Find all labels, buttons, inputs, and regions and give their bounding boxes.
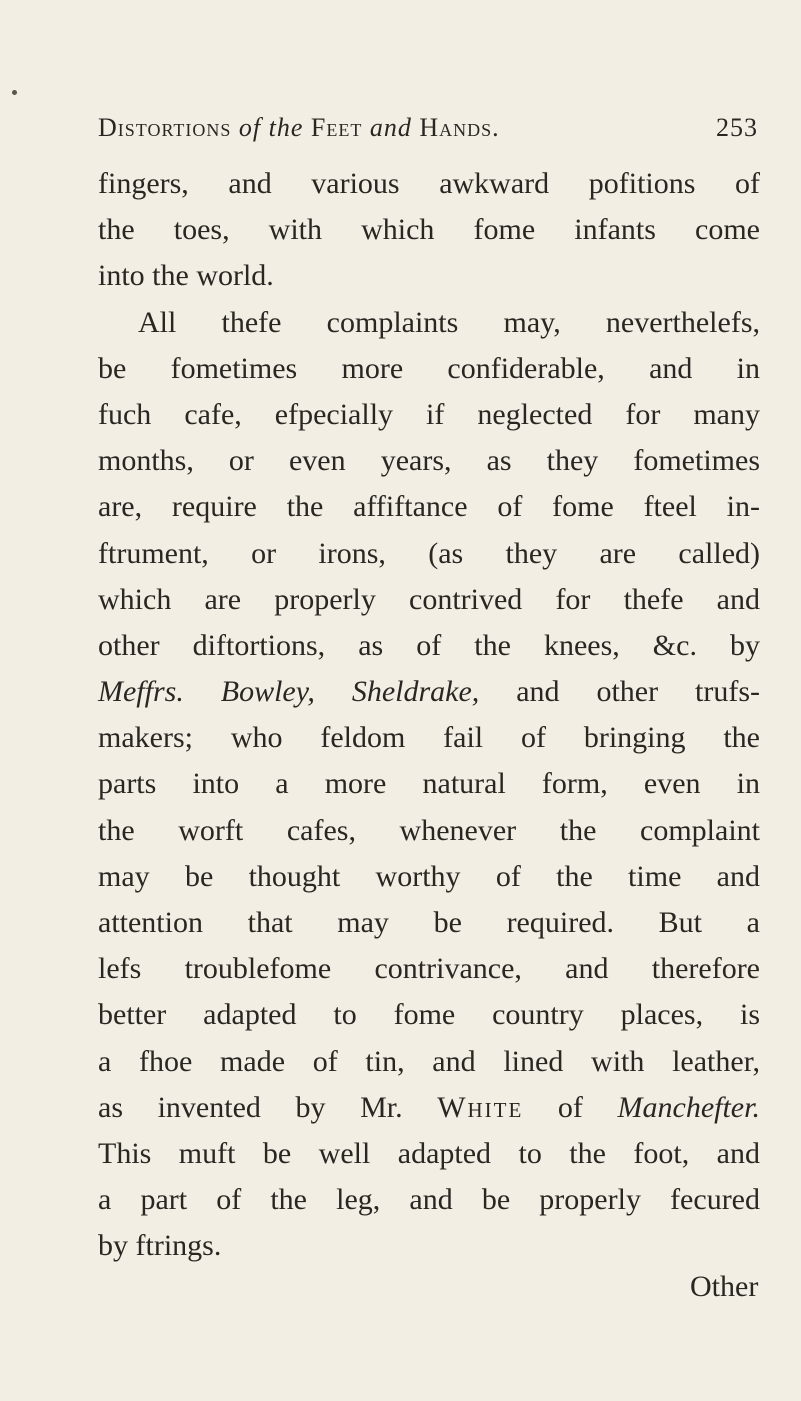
text-line: better adapted to fome country places, is: [98, 998, 760, 1032]
body-text: [98, 161, 760, 1270]
header-word-of: of: [238, 113, 262, 142]
running-head: [98, 113, 758, 153]
text-line: may be thought worthy of the time and: [98, 859, 760, 893]
text-line: the toes, with which fome infants come: [98, 213, 760, 247]
text-line: fingers, and various awkward pofitions of: [98, 167, 760, 200]
text-line: makers; who feldom fail of bringing the: [98, 721, 760, 755]
text-line: other diftortions, as of the knees, &c. by: [98, 628, 760, 662]
text-line: a part of the leg, and be properly fecured: [98, 1183, 760, 1217]
page-number: 253: [716, 113, 758, 142]
text-line: be fometimes more confiderable, and in: [98, 351, 760, 385]
text-line: by ftrings.: [98, 1229, 222, 1263]
text-line: lefs troublefome contrivance, and therefore: [98, 952, 760, 986]
text-line: a fhoe made of tin, and lined with leather,: [98, 1044, 760, 1078]
names-italic: Meffrs. Bowley, Sheldrake,: [98, 675, 480, 709]
header-word-the: the: [268, 113, 304, 142]
text-line: months, or even years, as they fometimes: [98, 444, 760, 478]
text-line: the worft cafes, whenever the complaint: [98, 813, 760, 847]
header-word-and: and: [369, 113, 412, 142]
text-line: Meffrs. Bowley, Sheldrake, and other trufs-: [98, 675, 760, 709]
text-line: attention that may be required. But a: [98, 906, 760, 939]
place-manchester: Manchefter.: [617, 1090, 760, 1124]
text-line: parts into a more natural form, even in: [98, 767, 760, 801]
paragraph-first-line: All thefe complaints may, neverthelefs,: [138, 305, 760, 339]
text-line: are, require the affiftance of fome fteel in-: [98, 490, 760, 524]
ink-speck: [12, 90, 17, 95]
name-white: White: [437, 1090, 524, 1124]
header-word-hands: Hands.: [419, 113, 500, 142]
text-line: fuch cafe, efpecially if neglected for many: [98, 397, 760, 431]
catchword: Other: [690, 1270, 759, 1303]
header-word-distortions: Distortions: [98, 113, 232, 142]
text-line: ftrument, or irons, (as they are called): [98, 536, 760, 570]
text-line: into the world.: [98, 259, 274, 293]
text-line: which are properly contrived for thefe and: [98, 582, 760, 616]
text-line: This muft be well adapted to the foot, and: [98, 1136, 760, 1170]
text-line: as invented by Mr. White of Manchefter.: [98, 1090, 760, 1124]
header-word-feet: Feet: [310, 113, 363, 142]
